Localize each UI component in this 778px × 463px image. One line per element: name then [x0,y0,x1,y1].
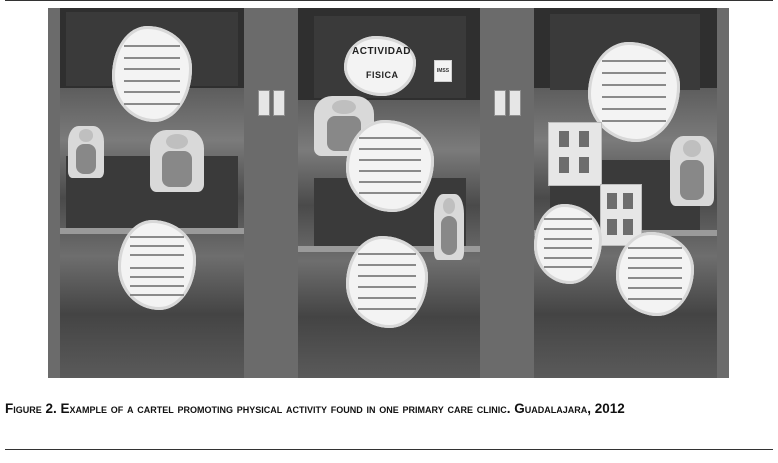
bulletin-board-photo [48,8,729,378]
info-cloud [534,204,602,284]
hinge [494,90,506,116]
info-cloud [616,232,694,316]
hinge [509,90,521,116]
frame-divider-1 [244,8,298,378]
hinge [273,90,285,116]
bottom-rule [5,449,773,450]
cartoon-figure [150,130,204,192]
figure-label: Figure 2. [5,401,57,416]
frame-divider-2 [480,8,534,378]
poster-title-cloud [344,36,416,96]
cartoon-figure [434,194,464,260]
exercise-chart [548,122,602,186]
info-cloud [112,26,192,122]
middle-panel [298,8,480,378]
left-panel [60,8,244,378]
poster-subtitle: FISICA [366,70,399,80]
figure-caption [5,399,771,418]
top-rule [5,0,773,1]
logo-text: IMSS [436,68,450,74]
info-cloud [346,236,428,328]
info-cloud [118,220,196,310]
figure-caption-text: Example of a cartel promoting physical activity found in one primary care clinic. Guadalajara, 2012 [60,401,625,416]
poster-title: ACTIVIDAD [352,46,411,57]
right-panel [534,8,717,378]
imss-logo [434,60,452,82]
cartoon-figure [670,136,714,206]
info-cloud [346,120,434,212]
frame-right [717,8,729,378]
hinge [258,90,270,116]
frame-left [48,8,60,378]
cartoon-figure [68,126,104,178]
